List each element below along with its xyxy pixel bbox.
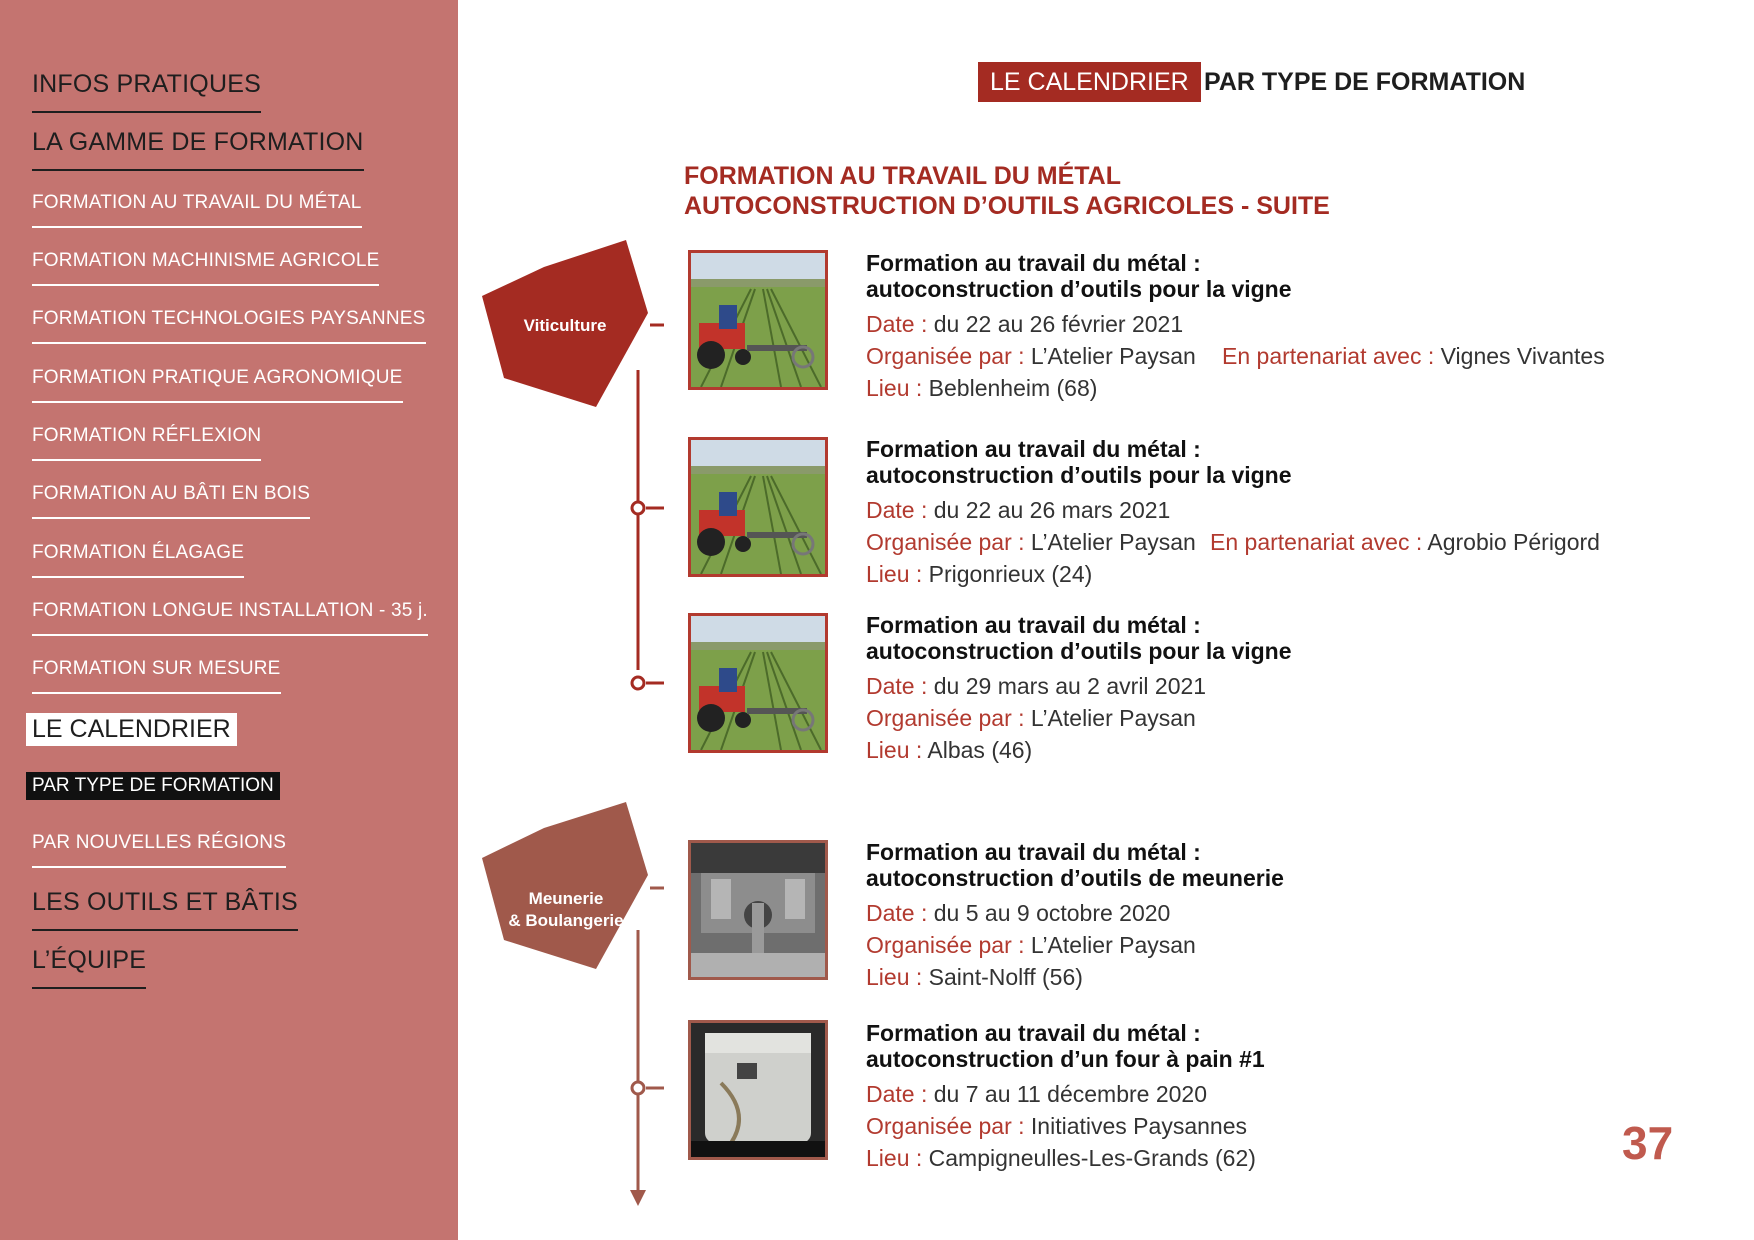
sidebar-nav bbox=[0, 0, 458, 1240]
place-label: Lieu : bbox=[866, 964, 923, 990]
photo-bread-oven bbox=[688, 1020, 828, 1160]
entry-partner: Agrobio Périgord bbox=[1427, 529, 1600, 555]
entry-date-row bbox=[866, 494, 1686, 526]
entry-partner: Vignes Vivantes bbox=[1440, 343, 1605, 369]
organiser-label: Organisée par : bbox=[866, 705, 1025, 731]
date-label: Date : bbox=[866, 673, 928, 699]
entry-place: Beblenheim (68) bbox=[928, 375, 1098, 401]
section-title-line1: FORMATION AU TRAVAIL DU MÉTAL bbox=[684, 162, 1121, 190]
nav-sur-mesure[interactable]: FORMATION SUR MESURE bbox=[32, 658, 281, 694]
training-entry bbox=[866, 250, 1686, 404]
date-label: Date : bbox=[866, 311, 928, 337]
entry-partner-group bbox=[1210, 526, 1600, 558]
place-label: Lieu : bbox=[866, 561, 923, 587]
photo-tractor-vineyard bbox=[688, 437, 828, 577]
entry-organiser-row bbox=[866, 929, 1686, 961]
place-label: Lieu : bbox=[866, 1145, 923, 1171]
entry-title-line1: Formation au travail du métal : bbox=[866, 1020, 1201, 1046]
entry-date: du 5 au 9 octobre 2020 bbox=[933, 900, 1171, 926]
entry-title-line2: autoconstruction d’outils de meunerie bbox=[866, 865, 1284, 891]
entry-place-row bbox=[866, 961, 1686, 993]
entry-place: Campigneulles-Les-Grands (62) bbox=[928, 1145, 1256, 1171]
nav-calendrier-active[interactable]: LE CALENDRIER bbox=[26, 713, 237, 746]
entry-place: Albas (46) bbox=[927, 737, 1033, 763]
group-label-meunerie-line1: Meunerie bbox=[528, 889, 604, 908]
entry-date-row bbox=[866, 897, 1686, 929]
entry-organiser-row bbox=[866, 526, 1686, 558]
nav-nouvelles-regions[interactable]: PAR NOUVELLES RÉGIONS bbox=[32, 832, 286, 868]
training-entry bbox=[866, 612, 1686, 766]
nav-elagage[interactable]: FORMATION ÉLAGAGE bbox=[32, 542, 244, 578]
nav-infos-pratiques[interactable]: INFOS PRATIQUES bbox=[32, 70, 261, 113]
training-entry bbox=[866, 436, 1686, 590]
header-calendar-tag: LE CALENDRIER bbox=[978, 62, 1201, 102]
entry-date: du 22 au 26 février 2021 bbox=[933, 311, 1184, 337]
entry-place-row bbox=[866, 558, 1686, 590]
photo-tractor-vineyard bbox=[688, 250, 828, 390]
entry-organiser-row bbox=[866, 1110, 1686, 1142]
partner-label: En partenariat avec : bbox=[1222, 343, 1435, 369]
entry-date: du 22 au 26 mars 2021 bbox=[933, 497, 1171, 523]
entry-title-line2: autoconstruction d’outils pour la vigne bbox=[866, 276, 1292, 302]
place-label: Lieu : bbox=[866, 375, 923, 401]
nav-equipe[interactable]: L’ÉQUIPE bbox=[32, 946, 146, 989]
entry-date-row bbox=[866, 670, 1686, 702]
entry-title-line2: autoconstruction d’un four à pain #1 bbox=[866, 1046, 1265, 1072]
photo-mill-machinery bbox=[688, 840, 828, 980]
entry-organiser: Initiatives Paysannes bbox=[1030, 1113, 1247, 1139]
group-label-viticulture: Viticulture bbox=[523, 316, 607, 335]
training-entry bbox=[866, 1020, 1686, 1174]
entry-organiser: L’Atelier Paysan bbox=[1030, 529, 1196, 555]
entry-title-line2: autoconstruction d’outils pour la vigne bbox=[866, 462, 1292, 488]
section-title-line2: AUTOCONSTRUCTION D’OUTILS AGRICOLES - SUITE bbox=[684, 192, 1330, 220]
nav-longue-installation[interactable]: FORMATION LONGUE INSTALLATION - 35 j. bbox=[32, 600, 428, 636]
entry-place-row bbox=[866, 734, 1686, 766]
nav-par-type-active[interactable]: PAR TYPE DE FORMATION bbox=[26, 772, 280, 800]
entry-place: Prigonrieux (24) bbox=[928, 561, 1093, 587]
entry-title-line1: Formation au travail du métal : bbox=[866, 250, 1201, 276]
entry-organiser: L’Atelier Paysan bbox=[1030, 932, 1196, 958]
entry-title-line1: Formation au travail du métal : bbox=[866, 436, 1201, 462]
entry-partner-group bbox=[1222, 340, 1605, 372]
nav-technologies-paysannes[interactable]: FORMATION TECHNOLOGIES PAYSANNES bbox=[32, 308, 426, 344]
training-entry bbox=[866, 839, 1686, 993]
entry-date: du 29 mars au 2 avril 2021 bbox=[933, 673, 1207, 699]
entry-title-line1: Formation au travail du métal : bbox=[866, 612, 1201, 638]
nav-travail-metal[interactable]: FORMATION AU TRAVAIL DU MÉTAL bbox=[32, 192, 362, 228]
timeline-graphic bbox=[470, 230, 690, 1220]
page-number: 37 bbox=[1622, 1117, 1674, 1169]
date-label: Date : bbox=[866, 497, 928, 523]
organiser-label: Organisée par : bbox=[866, 932, 1025, 958]
entry-organiser-row bbox=[866, 702, 1686, 734]
nav-pratique-agronomique[interactable]: FORMATION PRATIQUE AGRONOMIQUE bbox=[32, 367, 403, 403]
entry-place-row bbox=[866, 372, 1686, 404]
nav-bati-bois[interactable]: FORMATION AU BÂTI EN BOIS bbox=[32, 483, 310, 519]
place-label: Lieu : bbox=[866, 737, 923, 763]
entry-place-row bbox=[866, 1142, 1686, 1174]
photo-tractor-vineyard bbox=[688, 613, 828, 753]
entry-place: Saint-Nolff (56) bbox=[928, 964, 1083, 990]
group-label-meunerie-line2: & Boulangerie bbox=[508, 911, 624, 930]
nav-gamme-formation[interactable]: LA GAMME DE FORMATION bbox=[32, 128, 364, 171]
entry-title-line2: autoconstruction d’outils pour la vigne bbox=[866, 638, 1292, 664]
entry-organiser: L’Atelier Paysan bbox=[1030, 343, 1196, 369]
entry-organiser: L’Atelier Paysan bbox=[1030, 705, 1196, 731]
organiser-label: Organisée par : bbox=[866, 529, 1025, 555]
hexagon-meunerie bbox=[482, 802, 648, 969]
date-label: Date : bbox=[866, 1081, 928, 1107]
header-type-title: PAR TYPE DE FORMATION bbox=[1204, 68, 1526, 96]
date-label: Date : bbox=[866, 900, 928, 926]
entry-date-row bbox=[866, 1078, 1686, 1110]
nav-reflexion[interactable]: FORMATION RÉFLEXION bbox=[32, 425, 261, 461]
entry-date-row bbox=[866, 308, 1686, 340]
nav-outils-batis[interactable]: LES OUTILS ET BÂTIS bbox=[32, 888, 298, 931]
organiser-label: Organisée par : bbox=[866, 343, 1025, 369]
organiser-label: Organisée par : bbox=[866, 1113, 1025, 1139]
entry-title-line1: Formation au travail du métal : bbox=[866, 839, 1201, 865]
entry-organiser-row bbox=[866, 340, 1686, 372]
nav-machinisme-agricole[interactable]: FORMATION MACHINISME AGRICOLE bbox=[32, 250, 379, 286]
entry-date: du 7 au 11 décembre 2020 bbox=[933, 1081, 1207, 1107]
group-label-meunerie bbox=[496, 888, 636, 932]
partner-label: En partenariat avec : bbox=[1210, 529, 1423, 555]
